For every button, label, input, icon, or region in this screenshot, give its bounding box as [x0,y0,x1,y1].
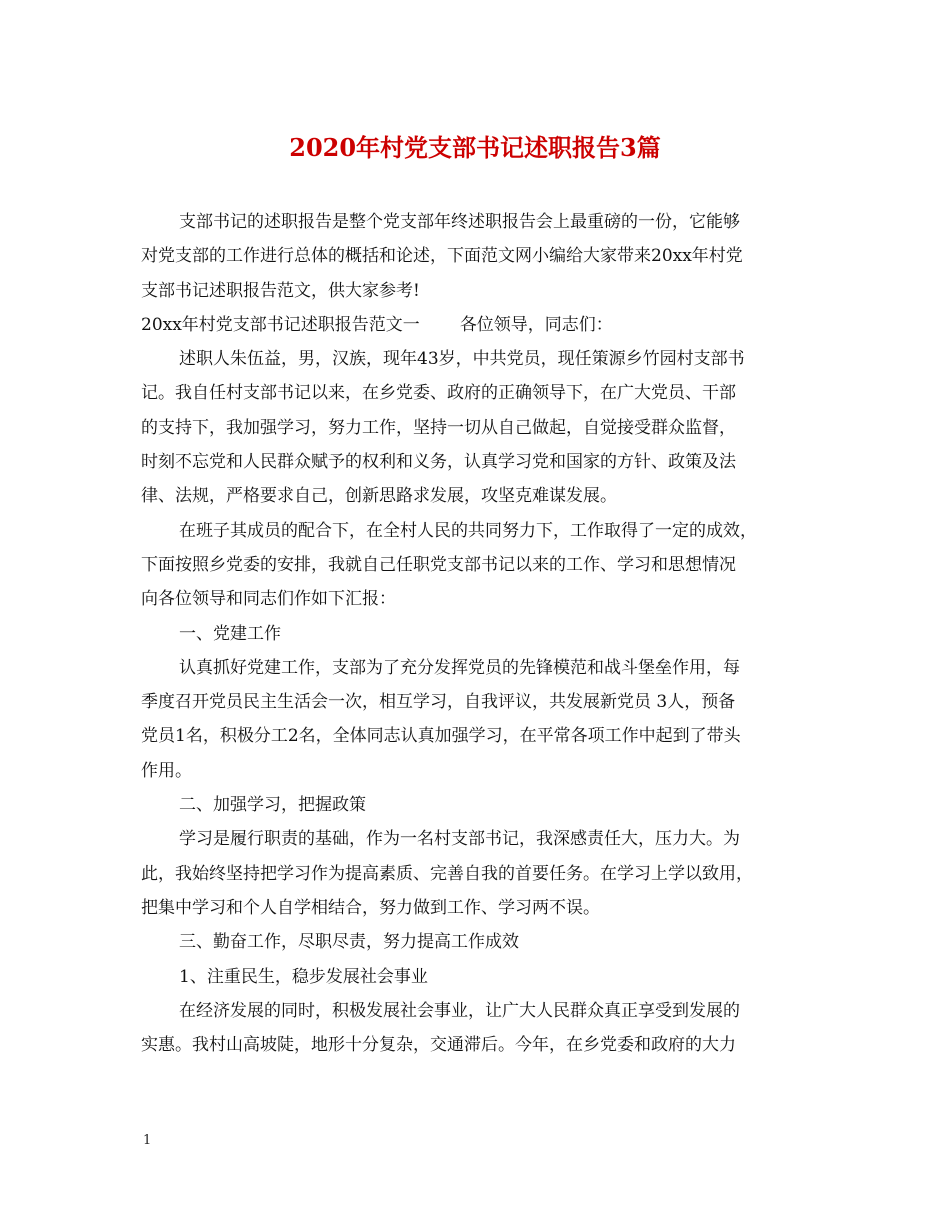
paragraph-line: 向各位领导和同志们作如下汇报： [141,589,396,610]
document-body [141,205,813,1062]
paragraph-line: 认真抓好党建工作，支部为了充分发挥党员的先锋模范和战斗堡垒作用，每 [179,657,740,678]
page-number: 1 [143,1133,152,1148]
paragraph-line: 述职人朱伍益，男，汉族，现年43岁，中共党员，现任策源乡竹园村支部书 [179,349,745,370]
section-heading: 三、勤奋工作，尽职尽责，努力提高工作成效 [179,932,519,953]
paragraph-line: 学习是履行职责的基础，作为一名村支部书记，我深感责任大，压力大。为 [179,829,740,850]
paragraph-line: 作用。 [141,760,192,781]
paragraph-line: 时刻不忘党和人民群众赋予的权利和义务，认真学习党和国家的方针、政策及法 [141,452,736,473]
paragraph-line: 律、法规，严格要求自己，创新思路求发展，攻坚克难谋发展。 [141,486,617,507]
paragraph-line: 此，我始终坚持把学习作为提高素质、完善自我的首要任务。在学习上学以致用， [141,863,753,884]
section-heading: 一、党建工作 [179,623,281,644]
paragraph-line: 支部书记述职报告范文，供大家参考! [141,280,420,301]
paragraph-line: 在经济发展的同时，积极发展社会事业，让广大人民群众真正享受到发展的 [179,1000,740,1021]
paragraph-line: 支部书记的述职报告是整个党支部年终述职报告会上最重磅的一份，它能够 [179,212,740,232]
subsection-heading: 1、注重民生，稳步发展社会事业 [179,966,428,987]
paragraph-line: 记。我自任村支部书记以来，在乡党委、政府的正确领导下，在广大党员、干部 [141,383,736,404]
section-heading: 20xx年村党支部书记述职报告范文一 [141,314,420,335]
paragraph-line: 的支持下，我加强学习，努力工作，坚持一切从自己做起，自觉接受群众监督， [141,417,736,438]
paragraph-line: 对党支部的工作进行总体的概括和论述，下面范文网小编给大家带来20xx年村党 [141,246,743,267]
paragraph-line: 下面按照乡党委的安排，我就自己任职党支部书记以来的工作、学习和思想情况 [141,554,736,575]
paragraph-line: 把集中学习和个人自学相结合，努力做到工作、学习两不误。 [141,897,600,918]
paragraph-line: 在班子其成员的配合下，在全村人民的共同努力下，工作取得了一定的成效， [179,520,757,541]
document-title: 2020年村党支部书记述职报告3篇 [289,133,661,162]
paragraph-line: 季度召开党员民主生活会一次，相互学习，自我评议，共发展新党员 3人，预备 [141,692,736,713]
paragraph-line: 党员1名，积极分工2名，全体同志认真加强学习，在平常各项工作中起到了带头 [141,726,741,747]
paragraph-line: 实惠。我村山高坡陡，地形十分复杂，交通滞后。今年，在乡党委和政府的大力 [141,1035,736,1056]
salutation: 各位领导，同志们： [459,314,613,335]
section-heading: 二、加强学习，把握政策 [179,795,366,816]
section-heading-line [141,308,813,342]
